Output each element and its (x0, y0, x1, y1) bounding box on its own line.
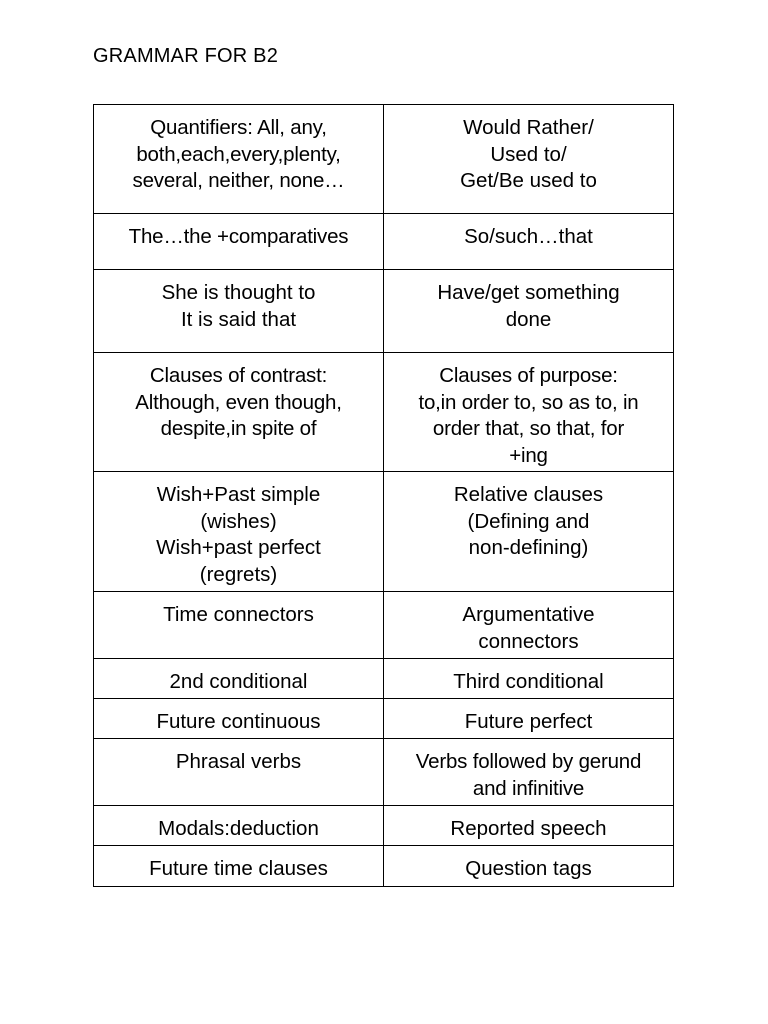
table-cell-right: Argumentative connectors (384, 592, 674, 659)
table-cell-left: Modals:deduction (94, 806, 384, 846)
table-row (94, 846, 674, 887)
document-title: GRAMMAR FOR B2 (93, 45, 279, 67)
table-row (94, 659, 674, 699)
table-row (94, 214, 674, 270)
table-row (94, 270, 674, 353)
table-row (94, 472, 674, 592)
table-cell-right: Third conditional (384, 659, 674, 699)
table-cell-right: Would Rather/ Used to/ Get/Be used to (384, 105, 674, 214)
table-row (94, 806, 674, 846)
table-cell-left: Quantifiers: All, any, both,each,every,plenty, several, neither, none… (94, 105, 384, 214)
table-row (94, 699, 674, 739)
table-cell-left: Time connectors (94, 592, 384, 659)
table-cell-right: Verbs followed by gerund and infinitive (384, 739, 674, 806)
table-cell-left: Wish+Past simple (wishes) Wish+past perfect (regrets) (94, 472, 384, 592)
table-cell-left: Phrasal verbs (94, 739, 384, 806)
table-cell-right: Relative clauses (Defining and non-defining) (384, 472, 674, 592)
table-cell-left: The…the +comparatives (94, 214, 384, 270)
grammar-topics-table (93, 104, 674, 887)
table-cell-left: Clauses of contrast: Although, even though, despite,in spite of (94, 353, 384, 472)
table-cell-right: Question tags (384, 846, 674, 887)
table-cell-right: So/such…that (384, 214, 674, 270)
table-cell-right: Clauses of purpose: to,in order to, so as to, in order that, so that, for +ing (384, 353, 674, 472)
table-cell-left: She is thought to It is said that (94, 270, 384, 353)
table-cell-left: Future continuous (94, 699, 384, 739)
table-row (94, 592, 674, 659)
table-cell-left: 2nd conditional (94, 659, 384, 699)
table-cell-right: Reported speech (384, 806, 674, 846)
table-row (94, 739, 674, 806)
table-cell-right: Future perfect (384, 699, 674, 739)
table-row (94, 353, 674, 472)
table-row (94, 105, 674, 214)
table-cell-right: Have/get something done (384, 270, 674, 353)
table-cell-left: Future time clauses (94, 846, 384, 887)
